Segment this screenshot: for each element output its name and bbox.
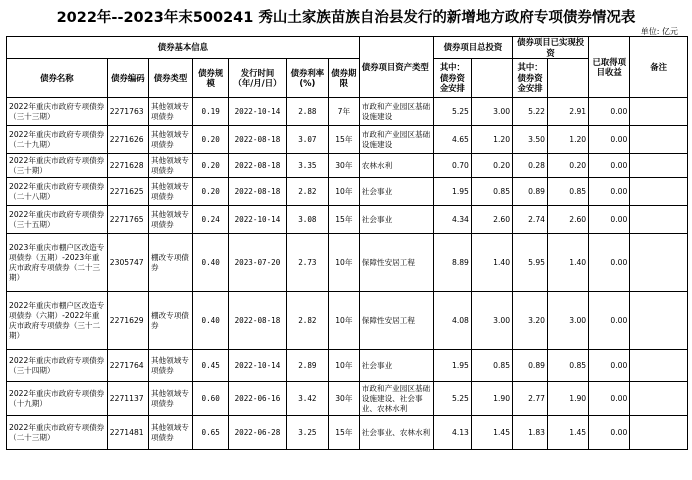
row-realized-invest-sub: 1.40	[548, 234, 589, 292]
row-term: 10年	[328, 234, 359, 292]
table-row	[7, 382, 688, 416]
row-rate: 2.88	[286, 98, 328, 126]
row-date: 2022-08-18	[229, 154, 287, 178]
row-total-invest: 0.70	[433, 154, 471, 178]
header-realized-invest-spacer	[548, 59, 589, 98]
row-name: 2022年重庆市政府专项债券（三十三期）	[7, 98, 108, 126]
table-row	[7, 292, 688, 350]
row-total-invest: 8.89	[433, 234, 471, 292]
unit-label: 单位: 亿元	[640, 27, 678, 36]
row-date: 2022-10-14	[229, 98, 287, 126]
row-code: 2271763	[107, 98, 148, 126]
row-scale: 0.40	[193, 234, 229, 292]
row-remark	[630, 292, 688, 350]
row-realized-invest: 0.89	[513, 178, 548, 206]
row-remark	[630, 416, 688, 450]
row-code: 2271626	[107, 126, 148, 154]
row-type: 其他领域专项债券	[148, 382, 192, 416]
row-realized-invest: 0.89	[513, 350, 548, 382]
row-type: 其他领域专项债券	[148, 154, 192, 178]
row-income: 0.00	[589, 126, 630, 154]
row-total-invest: 4.34	[433, 206, 471, 234]
row-term: 15年	[328, 416, 359, 450]
row-total-invest: 4.13	[433, 416, 471, 450]
row-income: 0.00	[589, 234, 630, 292]
row-realized-invest: 0.28	[513, 154, 548, 178]
row-scale: 0.19	[193, 98, 229, 126]
row-rate: 3.35	[286, 154, 328, 178]
table-row	[7, 98, 688, 126]
row-code: 2271764	[107, 350, 148, 382]
row-project-type: 市政和产业园区基础设施建设、社会事业、农林水利	[359, 382, 433, 416]
row-realized-invest-sub: 0.20	[548, 154, 589, 178]
header-remark: 备注	[630, 37, 688, 98]
row-total-invest: 4.08	[433, 292, 471, 350]
row-type: 其他领域专项债券	[148, 416, 192, 450]
row-income: 0.00	[589, 350, 630, 382]
row-name: 2022年重庆市政府专项债券（二十八期）	[7, 178, 108, 206]
row-rate: 3.07	[286, 126, 328, 154]
row-project-type: 市政和产业园区基础设施建设	[359, 98, 433, 126]
row-realized-invest: 1.83	[513, 416, 548, 450]
row-project-type: 社会事业	[359, 178, 433, 206]
header-term: 债券期限	[328, 59, 359, 98]
row-term: 10年	[328, 350, 359, 382]
header-name: 债券名称	[7, 59, 108, 98]
row-remark	[630, 382, 688, 416]
row-date: 2022-06-28	[229, 416, 287, 450]
row-date: 2022-08-18	[229, 292, 287, 350]
row-realized-invest: 2.77	[513, 382, 548, 416]
row-type: 其他领域专项债券	[148, 350, 192, 382]
row-total-invest-sub: 1.40	[471, 234, 512, 292]
row-scale: 0.65	[193, 416, 229, 450]
row-scale: 0.20	[193, 178, 229, 206]
row-name: 2023年重庆市棚户区改造专项债券（五期）-2023年重庆市政府专项债券（二十三期）	[7, 234, 108, 292]
row-realized-invest-sub: 2.91	[548, 98, 589, 126]
table-row	[7, 126, 688, 154]
row-total-invest: 5.25	[433, 382, 471, 416]
row-realized-invest-sub: 0.85	[548, 178, 589, 206]
row-rate: 2.82	[286, 292, 328, 350]
row-income: 0.00	[589, 382, 630, 416]
table-body	[7, 98, 688, 450]
row-name: 2022年重庆市政府专项债券（十九期）	[7, 382, 108, 416]
row-realized-invest-sub: 2.60	[548, 206, 589, 234]
row-project-type: 农林水利	[359, 154, 433, 178]
header-realized-invest-sub: 其中：债券资金安排	[513, 59, 548, 98]
row-income: 0.00	[589, 98, 630, 126]
header-income: 已取得项目收益	[589, 37, 630, 98]
row-total-invest-sub: 0.20	[471, 154, 512, 178]
row-total-invest-sub: 2.60	[471, 206, 512, 234]
row-term: 30年	[328, 154, 359, 178]
row-date: 2022-06-16	[229, 382, 287, 416]
row-scale: 0.60	[193, 382, 229, 416]
row-total-invest-sub: 0.85	[471, 178, 512, 206]
row-remark	[630, 234, 688, 292]
row-term: 15年	[328, 206, 359, 234]
row-realized-invest: 3.20	[513, 292, 548, 350]
row-date: 2022-08-18	[229, 126, 287, 154]
header-code: 债券编码	[107, 59, 148, 98]
row-income: 0.00	[589, 292, 630, 350]
row-remark	[630, 154, 688, 178]
row-realized-invest-sub: 1.20	[548, 126, 589, 154]
row-type: 其他领域专项债券	[148, 178, 192, 206]
row-term: 10年	[328, 292, 359, 350]
table-row	[7, 206, 688, 234]
row-total-invest: 1.95	[433, 178, 471, 206]
row-code: 2271765	[107, 206, 148, 234]
row-realized-invest: 3.50	[513, 126, 548, 154]
header-realized-invest: 债券项目已实现投资	[513, 37, 589, 59]
row-remark	[630, 178, 688, 206]
row-date: 2022-10-14	[229, 206, 287, 234]
row-realized-invest-sub: 0.85	[548, 350, 589, 382]
row-realized-invest-sub: 3.00	[548, 292, 589, 350]
row-scale: 0.20	[193, 154, 229, 178]
row-realized-invest: 2.74	[513, 206, 548, 234]
row-remark	[630, 350, 688, 382]
row-code: 2271628	[107, 154, 148, 178]
row-name: 2022年重庆市棚户区改造专项债券（六期）-2022年重庆市政府专项债券（三十二期）	[7, 292, 108, 350]
header-project-type: 债券项目资产类型	[359, 37, 433, 98]
row-remark	[630, 126, 688, 154]
table-row	[7, 154, 688, 178]
row-rate: 2.89	[286, 350, 328, 382]
header-basic-info: 债券基本信息	[7, 37, 360, 59]
row-rate: 2.82	[286, 178, 328, 206]
row-total-invest: 1.95	[433, 350, 471, 382]
row-rate: 3.42	[286, 382, 328, 416]
row-project-type: 社会事业	[359, 206, 433, 234]
row-total-invest-sub: 3.00	[471, 98, 512, 126]
row-realized-invest: 5.22	[513, 98, 548, 126]
row-code: 2271625	[107, 178, 148, 206]
row-project-type: 社会事业	[359, 350, 433, 382]
row-code: 2305747	[107, 234, 148, 292]
row-project-type: 保障性安居工程	[359, 292, 433, 350]
row-scale: 0.40	[193, 292, 229, 350]
row-realized-invest-sub: 1.90	[548, 382, 589, 416]
row-date: 2023-07-20	[229, 234, 287, 292]
header-total-invest: 债券项目总投资	[433, 37, 512, 59]
row-scale: 0.20	[193, 126, 229, 154]
row-scale: 0.45	[193, 350, 229, 382]
row-name: 2022年重庆市政府专项债券（三十四期）	[7, 350, 108, 382]
row-realized-invest: 5.95	[513, 234, 548, 292]
row-term: 7年	[328, 98, 359, 126]
row-project-type: 社会事业、农林水利	[359, 416, 433, 450]
row-term: 15年	[328, 126, 359, 154]
row-remark	[630, 206, 688, 234]
row-type: 棚改专项债券	[148, 292, 192, 350]
row-name: 2022年重庆市政府专项债券（三十期）	[7, 154, 108, 178]
row-income: 0.00	[589, 416, 630, 450]
row-term: 30年	[328, 382, 359, 416]
row-total-invest-sub: 1.45	[471, 416, 512, 450]
row-realized-invest-sub: 1.45	[548, 416, 589, 450]
row-total-invest: 4.65	[433, 126, 471, 154]
table-row	[7, 416, 688, 450]
row-total-invest-sub: 3.00	[471, 292, 512, 350]
row-rate: 3.25	[286, 416, 328, 450]
row-type: 棚改专项债券	[148, 234, 192, 292]
row-income: 0.00	[589, 206, 630, 234]
row-project-type: 保障性安居工程	[359, 234, 433, 292]
header-type: 债券类型	[148, 59, 192, 98]
header-rate: 债券利率(%)	[286, 59, 328, 98]
row-date: 2022-10-14	[229, 350, 287, 382]
row-code: 2271481	[107, 416, 148, 450]
table-row	[7, 178, 688, 206]
row-type: 其他领域专项债券	[148, 98, 192, 126]
row-type: 其他领域专项债券	[148, 206, 192, 234]
row-date: 2022-08-18	[229, 178, 287, 206]
header-date: 发行时间（年/月/日）	[229, 59, 287, 98]
row-remark	[630, 98, 688, 126]
row-name: 2022年重庆市政府专项债券（二十三期）	[7, 416, 108, 450]
table-row	[7, 350, 688, 382]
row-term: 10年	[328, 178, 359, 206]
bond-table	[6, 36, 688, 450]
table-row	[7, 234, 688, 292]
row-name: 2022年重庆市政府专项债券（二十九期）	[7, 126, 108, 154]
row-name: 2022年重庆市政府专项债券（三十五期）	[7, 206, 108, 234]
row-code: 2271629	[107, 292, 148, 350]
row-type: 其他领域专项债券	[148, 126, 192, 154]
row-income: 0.00	[589, 178, 630, 206]
row-total-invest: 5.25	[433, 98, 471, 126]
header-total-invest-spacer	[471, 59, 512, 98]
row-total-invest-sub: 1.90	[471, 382, 512, 416]
header-scale: 债券规模	[193, 59, 229, 98]
row-project-type: 市政和产业园区基础设施建设	[359, 126, 433, 154]
row-scale: 0.24	[193, 206, 229, 234]
row-total-invest-sub: 1.20	[471, 126, 512, 154]
row-total-invest-sub: 0.85	[471, 350, 512, 382]
row-rate: 3.08	[286, 206, 328, 234]
header-total-invest-sub: 其中：债券资金安排	[433, 59, 471, 98]
row-income: 0.00	[589, 154, 630, 178]
row-rate: 2.73	[286, 234, 328, 292]
document-title: 2022年--2023年末500241 秀山土家族苗族自治县发行的新增地方政府专项债券情况表	[56, 10, 636, 26]
row-code: 2271137	[107, 382, 148, 416]
